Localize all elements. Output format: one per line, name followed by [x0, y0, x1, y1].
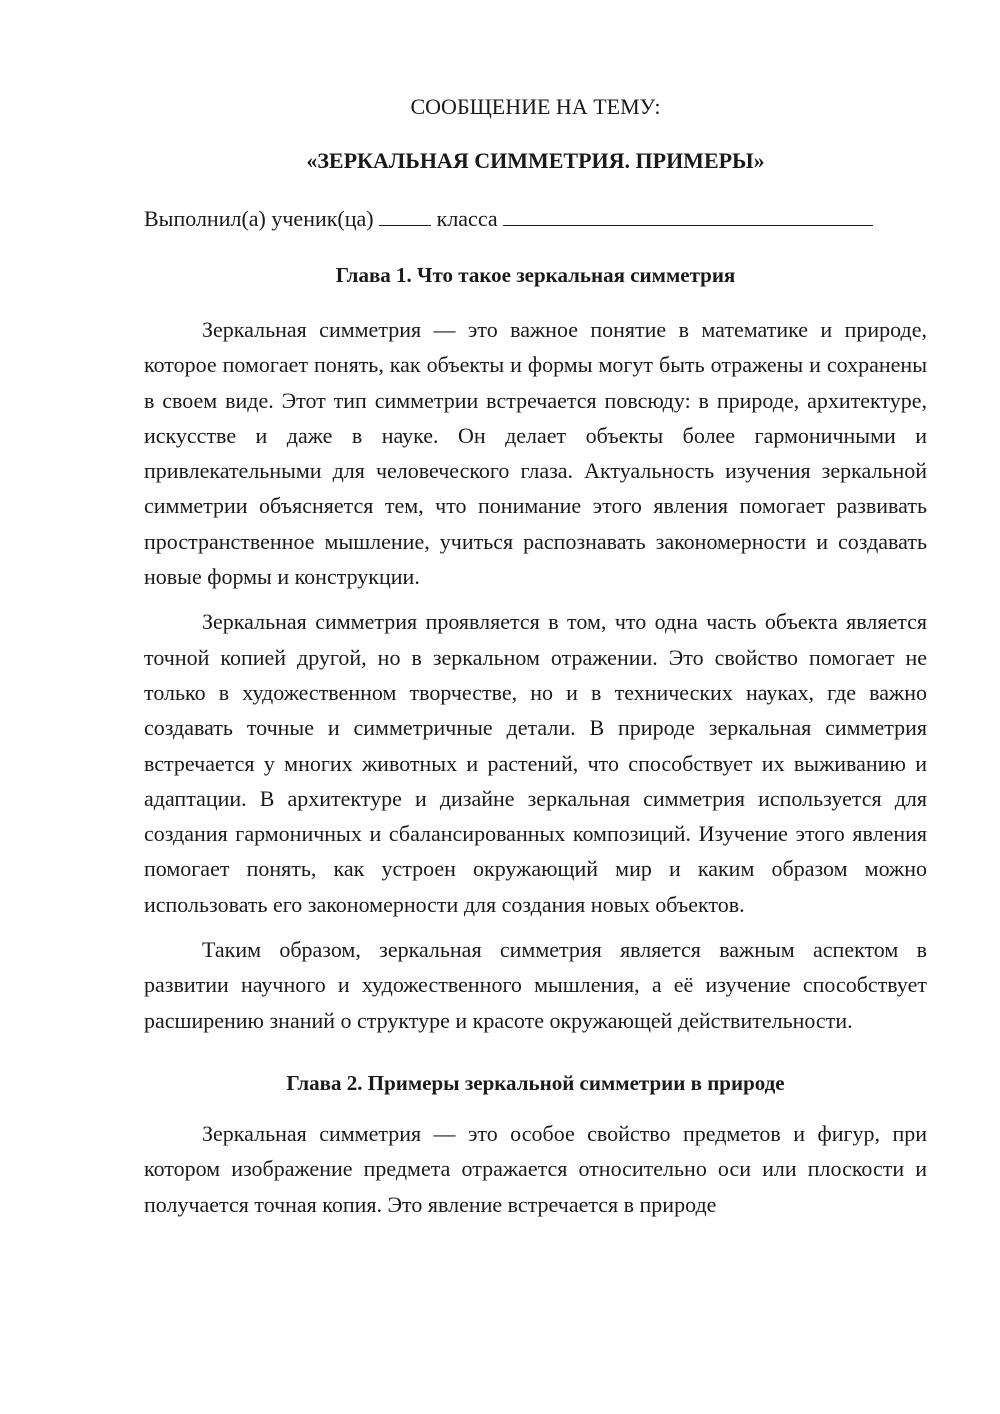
author-name-blank [503, 207, 873, 226]
author-line [144, 204, 927, 234]
chapter-1-heading: Глава 1. Что такое зеркальная симметрия [335, 263, 736, 287]
chapter-2-heading: Глава 2. Примеры зеркальной симметрии в природе [286, 1070, 785, 1095]
author-prefix: Выполнил(а) ученик(ца) [144, 206, 374, 231]
chapter-1-paragraph-2: Зеркальная симметрия проявляется в том, что одна часть объекта является точной копией другой, но в зеркальном отражении. Это свойство помогает не только в художественном творчестве, но и в технических науках, где важно создавать точные и симметричные детали. В природе зеркальная симметрия встречается у многих животных и растений, что способствует их выживанию и адаптации. В архитектуре и дизайне зеркальная симметрия используется для создания гармоничных и сбалансированных композиций. Изучение этого явления помогает понять, как устроен окружающий мир и каким образом можно использовать его закономерности для создания новых объектов. [144, 609, 927, 917]
document-title-line1: СООБЩЕНИЕ НА ТЕМУ: [410, 94, 661, 119]
document-title-topic: «ЗЕРКАЛЬНАЯ СИММЕТРИЯ. ПРИМЕРЫ» [306, 148, 765, 173]
chapter-1-paragraph-3: Таким образом, зеркальная симметрия является важным аспектом в развитии научного и художественного мышления, а её изучение способствует расширению знаний о структуре и красоте окружающей действительности. [144, 937, 927, 1033]
chapter-1-paragraph-1: Зеркальная симметрия — это важное понятие в математике и природе, которое помогает понять, как объекты и формы могут быть отражены и сохранены в своем виде. Этот тип симметрии встречается повсюду: в природе, архитектуре, искусстве и даже в науке. Он делает объекты более гармоничными и привлекательными для человеческого глаза. Актуальность изучения зеркальной симметрии объясняется тем, что понимание этого явления помогает развивать пространственное мышление, учиться распознавать закономерности и создавать новые формы и конструкции. [144, 317, 927, 590]
chapter-2-paragraph-1: Зеркальная симметрия — это особое свойство предметов и фигур, при котором изображение предмета отражается относительно оси или плоскости и получается точная копия. Это явление встречается в природе [144, 1120, 927, 1217]
class-number-blank [379, 207, 431, 226]
author-class-label: класса [436, 206, 498, 231]
